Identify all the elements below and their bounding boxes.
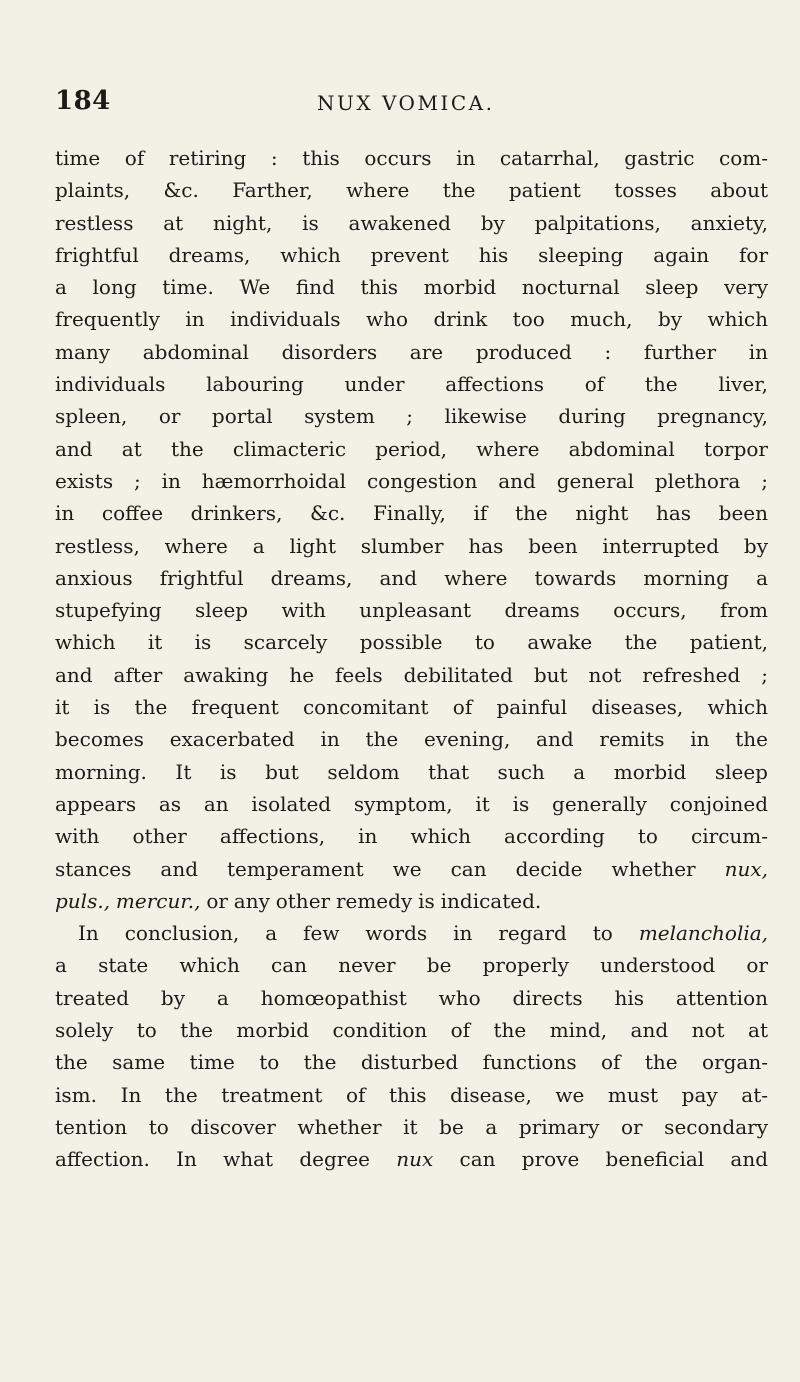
text-line: with other affections, in which according to circum- — [55, 824, 768, 849]
text-line: a long time. We find this morbid nocturnal sleep very — [55, 275, 768, 300]
text-line: individuals labouring under affections of the liver, — [55, 372, 768, 397]
italic-term: nux, — [724, 856, 769, 881]
text-line: appears as an isolated symptom, it is generally conjoined — [55, 791, 768, 816]
text-line: and after awaking he feels debilitated but not refreshed ; — [55, 662, 768, 687]
text-line-with-italic — [55, 1143, 768, 1175]
page-header — [55, 85, 755, 125]
text-line: and at the climacteric period, where abdominal torpor — [55, 436, 768, 461]
text-line: frightful dreams, which prevent his sleeping again for — [55, 242, 768, 267]
text-line: frequently in individuals who drink too much, by which — [55, 307, 768, 332]
text-line: treated by a homœopathist who directs his attention — [55, 985, 768, 1010]
text-line: solely to the morbid condition of the mind, and not at — [55, 1018, 768, 1043]
text-line: it is the frequent concomitant of painful diseases, which — [55, 695, 768, 720]
italic-term: puls., — [55, 888, 111, 913]
text-line: spleen, or portal system ; likewise during pregnancy, — [55, 404, 768, 429]
text-line: morning. It is but seldom that such a morbid sleep — [55, 759, 768, 784]
text-segment: stances and temperament we can decide whether — [55, 856, 696, 881]
text-line: becomes exacerbated in the evening, and remits in the — [55, 727, 768, 752]
text-segment: In conclusion, a few words in regard to — [78, 921, 613, 946]
text-segment: affection. In what degree — [55, 1147, 371, 1172]
text-line: plaints, &c. Farther, where the patient tosses about — [55, 178, 768, 203]
text-line: which it is scarcely possible to awake the patient, — [55, 630, 768, 655]
text-segment: can prove beneficial and — [459, 1147, 768, 1172]
text-segment: or any other remedy is indicated. — [206, 888, 542, 913]
running-title: NUX VOMICA. — [317, 91, 495, 115]
text-line: restless at night, is awakened by palpitations, anxiety, — [55, 210, 768, 235]
text-line: tention to discover whether it be a primary or secondary — [55, 1114, 768, 1139]
body-text — [55, 142, 768, 1176]
italic-term: nux — [396, 1147, 434, 1172]
text-line: restless, where a light slumber has been interrupted by — [55, 533, 768, 558]
italic-term: mercur., — [115, 888, 201, 913]
text-line: many abdominal disorders are produced : further in — [55, 339, 768, 364]
text-line: exists ; in hæmorrhoidal congestion and general plethora ; — [55, 468, 768, 493]
text-line: in coffee drinkers, &c. Finally, if the night has been — [55, 501, 768, 526]
text-line: anxious frightful dreams, and where towards morning a — [55, 565, 768, 590]
text-line-with-italic — [55, 885, 768, 917]
text-line-with-italic — [55, 917, 768, 949]
text-line-with-italic — [55, 853, 768, 885]
italic-term: melancholia, — [638, 921, 769, 946]
text-line: the same time to the disturbed functions of the organ- — [55, 1050, 768, 1075]
text-line: ism. In the treatment of this disease, we must pay at- — [55, 1082, 768, 1107]
text-line: a state which can never be properly understood or — [55, 953, 768, 978]
text-line: stupefying sleep with unpleasant dreams occurs, from — [55, 598, 768, 623]
text-line: time of retiring : this occurs in catarrhal, gastric com- — [55, 146, 768, 170]
page-number: 184 — [55, 86, 111, 116]
